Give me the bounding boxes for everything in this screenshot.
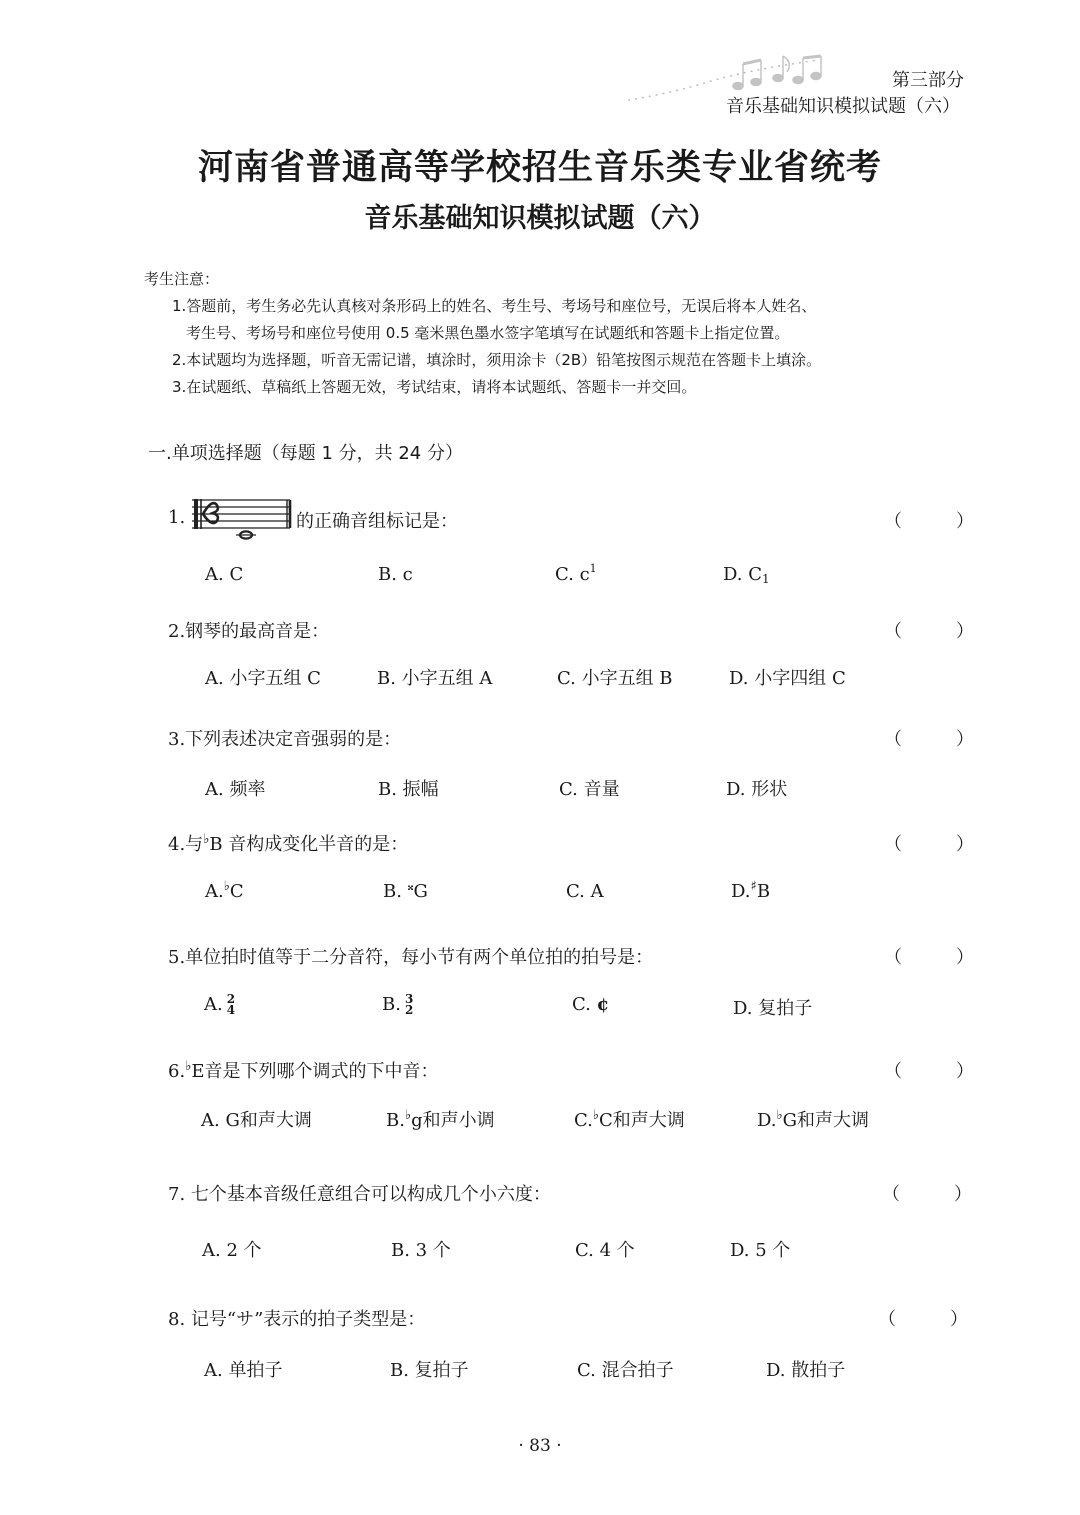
q2-option-d: D. 小字四组 C [729,668,846,689]
paren-open: （ [884,621,902,642]
q5-option-c: C. ¢ [572,994,610,1015]
double-sharp-sign: 𝄪 [407,879,414,894]
q8-option-a: A. 单拍子 [204,1360,283,1381]
paren-open: （ [882,1184,900,1205]
q1-option-d: D. C1 [723,564,770,586]
paren-open: （ [884,729,902,750]
alto-clef-staff-figure [190,496,294,544]
question-7-text: 7. 七个基本音级任意组合可以构成几个小六度： [168,1184,551,1205]
paren-close: ） [956,511,974,532]
notice-item-3: 3.在试题纸、草稿纸上答题无效，考试结束，请将本试题纸、答题卡一并交回。 [172,378,697,396]
notice-item-1: 1.答题前，考生务必先认真核对条形码上的姓名、考生号、考场号和座位号，无误后将本人姓名、 [172,297,817,315]
q4-option-c: C. A [566,881,604,902]
q1-option-a: A. C [205,564,244,585]
notice-item-1-continued: 考生号、考场号和座位号使用 0.5 毫米黑色墨水签字笔填写在试题纸和答题卡上指定位置。 [186,324,790,342]
q3-option-c: C. 音量 [559,779,620,800]
q1-option-b: B. c [378,564,413,585]
q4-option-b: B. 𝄪G [383,879,428,902]
cut-time-symbol: ¢ [596,994,610,1015]
time-signature-3-2: 3 2 [404,992,414,1017]
question-8-text: 8. 记号“サ”表示的拍子类型是： [168,1309,426,1330]
paren-open: （ [884,511,902,532]
flat-sign: ♭ [404,1108,412,1123]
q8-option-b: B. 复拍子 [390,1360,469,1381]
q4-option-a: A.♭C [205,879,244,902]
page-title: 河南省普通高等学校招生音乐类专业省统考 [197,147,882,188]
question-5-text: 5.单位拍时值等于二分音符，每小节有两个单位拍的拍号是： [168,947,654,968]
q6-option-a: A. G和声大调 [201,1110,312,1131]
time-signature-2-4: 2 4 [226,992,236,1017]
q6-option-b: B.♭g和声小调 [386,1108,495,1131]
page-number: · 83 · [518,1436,562,1456]
paren-close: ） [956,1061,974,1082]
header-subtitle: 音乐基础知识模拟试题（六） [726,96,960,117]
q8-option-c: C. 混合拍子 [577,1360,674,1381]
paren-open: （ [884,1061,902,1082]
q6-option-c: C.♭C和声大调 [574,1108,685,1131]
paren-open: （ [878,1309,896,1330]
q7-option-d: D. 5 个 [730,1240,791,1261]
q3-option-d: D. 形状 [726,779,788,800]
question-4-text: 4.与♭B 音构成变化半音的是： [168,832,409,855]
notice-item-2: 2.本试题均为选择题，听音无需记谱，填涂时，须用涂卡（2B）铅笔按图示规范在答题卡上填涂。 [172,351,822,369]
paren-open: （ [884,834,902,855]
q2-option-c: C. 小字五组 B [557,668,673,689]
question-2-text: 2.钢琴的最高音是： [168,621,330,642]
q5-option-d: D. 复拍子 [733,998,813,1019]
q7-option-b: B. 3 个 [391,1240,451,1261]
q3-option-b: B. 振幅 [378,779,439,800]
paren-close: ） [954,1184,972,1205]
flat-sign: ♭ [203,832,210,847]
q6-option-d: D.♭G和声大调 [757,1108,870,1131]
q7-option-c: C. 4 个 [575,1240,635,1261]
question-6-text: 6.♭E音是下列哪个调式的下中音： [168,1059,439,1082]
question-1-number: 1. [168,507,186,528]
q5-option-a: A. 2 4 [204,992,236,1017]
paren-close: ） [956,834,974,855]
q1-option-c: C. $c^1$ [555,562,597,585]
flat-sign: ♭ [223,879,230,894]
flat-sign: ♭ [776,1108,783,1123]
paren-close: ） [956,621,974,642]
sharp-sign: ♯ [750,879,757,894]
q7-option-a: A. 2 个 [202,1240,262,1261]
q5-option-b: B. 3 2 [382,992,414,1017]
paren-close: ） [956,947,974,968]
question-1-text: 的正确音组标记是： [296,511,458,532]
flat-sign: ♭ [592,1108,599,1123]
q1-option-d-subscript: 1 [762,572,770,586]
q2-option-a: A. 小字五组 C [205,668,321,689]
q1-option-c-octave-mark: 1 [589,562,597,575]
paren-close: ） [956,729,974,750]
section-heading: 一.单项选择题（每题 1 分，共 24 分） [148,443,463,464]
q8-option-d: D. 散拍子 [766,1360,846,1381]
q2-option-b: B. 小字五组 A [377,668,493,689]
question-3-text: 3.下列表述决定音强弱的是： [168,729,402,750]
notice-heading: 考生注意： [144,270,220,288]
page-subtitle: 音乐基础知识模拟试题（六） [364,203,716,234]
paren-close: ） [950,1309,968,1330]
header-part-label: 第三部分 [892,70,964,91]
flat-sign: ♭ [185,1059,192,1074]
q4-option-d: D.♯B [731,879,771,902]
q3-option-a: A. 频率 [205,779,266,800]
paren-open: （ [884,947,902,968]
